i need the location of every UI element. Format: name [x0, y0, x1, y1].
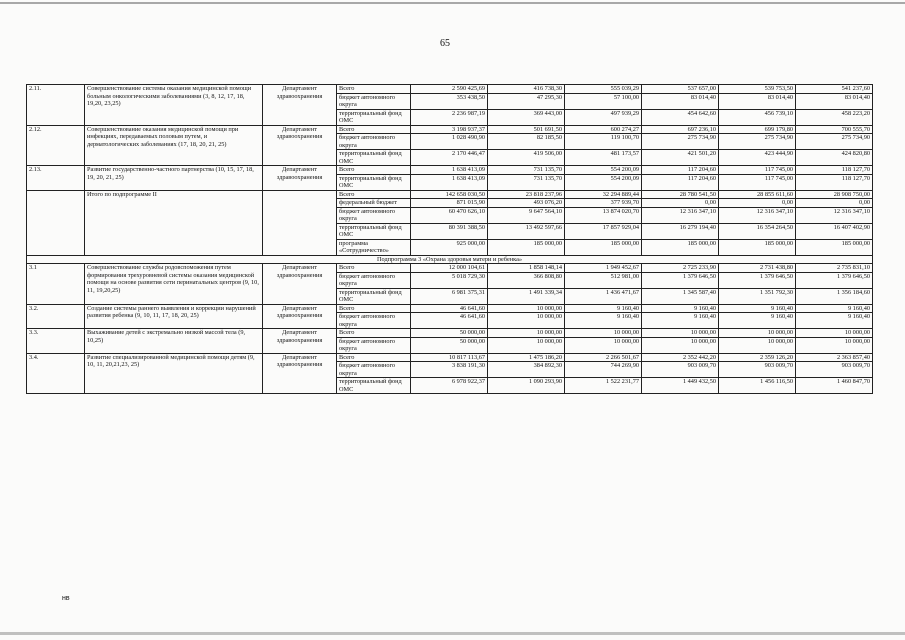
amount-year-2: 481 173,57 [565, 150, 642, 166]
funding-source: программа «Сотрудничество» [337, 239, 411, 255]
amount-year-1: 9 647 564,10 [488, 207, 565, 223]
amount-year-3: 28 780 541,50 [642, 190, 719, 199]
amount-year-1: 419 506,00 [488, 150, 565, 166]
amount-year-3: 275 734,90 [642, 134, 719, 150]
amount-year-4: 10 000,00 [719, 329, 796, 338]
amount-total: 60 470 626,10 [411, 207, 488, 223]
amount-year-3: 903 009,70 [642, 362, 719, 378]
amount-year-2: 9 160,40 [565, 304, 642, 313]
amount-year-5: 424 820,80 [796, 150, 873, 166]
amount-year-1: 501 691,50 [488, 125, 565, 134]
amount-year-5: 118 127,70 [796, 166, 873, 175]
amount-year-1: 23 818 237,96 [488, 190, 565, 199]
amount-year-2: 554 200,09 [565, 166, 642, 175]
measure-name: Развитие государственно-частного партнерства (10, 15, 17, 18, 19, 20, 21, 25) [85, 166, 263, 191]
amount-year-5: 700 555,70 [796, 125, 873, 134]
page-number: 65 [440, 38, 450, 49]
table-row [27, 353, 873, 362]
measure-code: 3.1 [27, 264, 85, 305]
amount-year-3: 117 204,60 [642, 166, 719, 175]
responsible-department: Департамент здравоохранения [263, 166, 337, 191]
amount-year-1: 416 738,30 [488, 85, 565, 94]
amount-year-4: 28 855 611,60 [719, 190, 796, 199]
scan-bottom-edge [0, 632, 905, 635]
budget-table [26, 84, 873, 394]
amount-total: 353 438,50 [411, 93, 488, 109]
amount-year-3: 697 236,10 [642, 125, 719, 134]
amount-year-4: 0,00 [719, 199, 796, 208]
amount-year-5: 1 356 184,60 [796, 288, 873, 304]
funding-source: Всего [337, 125, 411, 134]
amount-year-1: 366 808,80 [488, 272, 565, 288]
funding-source: бюджет автономного округа [337, 362, 411, 378]
funding-source: территориальный фонд ОМС [337, 109, 411, 125]
table-row [27, 85, 873, 94]
funding-source: Всего [337, 304, 411, 313]
amount-year-4: 9 160,40 [719, 304, 796, 313]
amount-year-3: 1 379 646,50 [642, 272, 719, 288]
amount-year-4: 1 351 792,30 [719, 288, 796, 304]
amount-year-3: 2 725 233,90 [642, 264, 719, 273]
subprogram-title: Подпрограмма 3 «Охрана здоровья матери и ребенка» [27, 255, 873, 264]
measure-code: 2.13. [27, 166, 85, 191]
table-row [27, 125, 873, 134]
measure-name: Совершенствование оказания медицинской помощи при инфекциях, передаваемых половым путем, и дерматологических заболеваниях (17, 18, 20, 21, 25) [85, 125, 263, 166]
amount-year-1: 731 135,70 [488, 174, 565, 190]
measure-code [27, 190, 85, 255]
footer-mark: нв [62, 595, 70, 602]
amount-year-4: 903 009,70 [719, 362, 796, 378]
amount-year-1: 10 000,00 [488, 329, 565, 338]
amount-year-5: 0,00 [796, 199, 873, 208]
amount-year-2: 555 039,29 [565, 85, 642, 94]
budget-table-body [27, 85, 873, 394]
amount-year-4: 12 316 347,10 [719, 207, 796, 223]
responsible-department: Департамент здравоохранения [263, 264, 337, 305]
amount-year-4: 83 014,40 [719, 93, 796, 109]
amount-year-5: 118 127,70 [796, 174, 873, 190]
funding-source: Всего [337, 190, 411, 199]
amount-total: 2 170 446,47 [411, 150, 488, 166]
amount-year-1: 10 000,00 [488, 313, 565, 329]
table-row [27, 264, 873, 273]
amount-year-3: 421 501,20 [642, 150, 719, 166]
amount-year-5: 83 014,40 [796, 93, 873, 109]
table-row [27, 329, 873, 338]
amount-year-2: 600 274,27 [565, 125, 642, 134]
amount-year-2: 2 266 501,67 [565, 353, 642, 362]
amount-year-5: 12 316 347,10 [796, 207, 873, 223]
amount-year-4: 9 160,40 [719, 313, 796, 329]
amount-year-3: 2 352 442,20 [642, 353, 719, 362]
amount-year-1: 384 892,30 [488, 362, 565, 378]
amount-total: 6 978 922,37 [411, 378, 488, 394]
measure-name: Развитие специализированной медицинской помощи детям (9, 10, 11, 20,21,23, 25) [85, 353, 263, 394]
funding-source: бюджет автономного округа [337, 337, 411, 353]
amount-year-1: 731 135,70 [488, 166, 565, 175]
measure-name: Совершенствование службы родовспоможения путем формирования трехуровневой системы оказания медицинской помощи на основе развития сети перинатальных центров (9, 10, 11, 19,20,25) [85, 264, 263, 305]
amount-year-2: 744 269,90 [565, 362, 642, 378]
amount-year-2: 57 100,00 [565, 93, 642, 109]
amount-year-1: 82 185,50 [488, 134, 565, 150]
amount-year-3: 0,00 [642, 199, 719, 208]
amount-total: 925 000,00 [411, 239, 488, 255]
amount-year-2: 1 436 471,67 [565, 288, 642, 304]
amount-year-2: 10 000,00 [565, 329, 642, 338]
measure-name: Совершенствование системы оказания медицинской помощи больным онкологическими заболеваниями (3, 8, 12, 17, 18, 19,20, 23,25) [85, 85, 263, 126]
amount-year-1: 1 858 148,14 [488, 264, 565, 273]
amount-year-2: 17 857 929,04 [565, 223, 642, 239]
amount-year-3: 10 000,00 [642, 329, 719, 338]
amount-total: 1 638 413,09 [411, 166, 488, 175]
measure-code: 2.12. [27, 125, 85, 166]
amount-total: 5 018 729,30 [411, 272, 488, 288]
amount-year-4: 423 444,90 [719, 150, 796, 166]
amount-total: 50 000,00 [411, 337, 488, 353]
amount-year-3: 117 204,60 [642, 174, 719, 190]
amount-year-5: 185 000,00 [796, 239, 873, 255]
amount-year-4: 10 000,00 [719, 337, 796, 353]
funding-source: федеральный бюджет [337, 199, 411, 208]
amount-year-5: 9 160,40 [796, 313, 873, 329]
amount-year-2: 497 939,29 [565, 109, 642, 125]
responsible-department: Департамент здравоохранения [263, 329, 337, 354]
amount-year-4: 2 359 126,20 [719, 353, 796, 362]
funding-source: Всего [337, 353, 411, 362]
amount-year-4: 117 745,00 [719, 166, 796, 175]
responsible-department [263, 190, 337, 255]
scan-top-edge [0, 2, 905, 4]
measure-code: 3.4. [27, 353, 85, 394]
amount-year-1: 47 295,30 [488, 93, 565, 109]
amount-year-2: 119 100,70 [565, 134, 642, 150]
amount-year-1: 369 443,00 [488, 109, 565, 125]
amount-year-4: 1 379 646,50 [719, 272, 796, 288]
amount-year-1: 185 000,00 [488, 239, 565, 255]
amount-year-5: 10 000,00 [796, 329, 873, 338]
amount-year-5: 1 460 847,70 [796, 378, 873, 394]
amount-year-5: 2 363 857,40 [796, 353, 873, 362]
amount-year-3: 1 449 432,50 [642, 378, 719, 394]
amount-year-5: 458 223,20 [796, 109, 873, 125]
table-row [27, 304, 873, 313]
amount-year-4: 456 739,10 [719, 109, 796, 125]
amount-year-1: 493 076,20 [488, 199, 565, 208]
amount-year-5: 16 407 402,90 [796, 223, 873, 239]
amount-total: 3 838 191,30 [411, 362, 488, 378]
amount-year-2: 554 200,09 [565, 174, 642, 190]
responsible-department: Департамент здравоохранения [263, 304, 337, 329]
table-row [27, 166, 873, 175]
amount-year-3: 537 657,00 [642, 85, 719, 94]
amount-year-4: 539 753,50 [719, 85, 796, 94]
measure-name: Создание системы раннего выявления и коррекции нарушений развития ребенка (9, 10, 11, 17, 18, 20, 25) [85, 304, 263, 329]
funding-source: территориальный фонд ОМС [337, 378, 411, 394]
amount-year-1: 1 475 186,20 [488, 353, 565, 362]
amount-year-2: 185 000,00 [565, 239, 642, 255]
amount-total: 80 391 388,50 [411, 223, 488, 239]
amount-year-5: 2 735 831,10 [796, 264, 873, 273]
amount-year-3: 10 000,00 [642, 337, 719, 353]
amount-year-2: 1 522 231,77 [565, 378, 642, 394]
amount-total: 142 658 030,50 [411, 190, 488, 199]
amount-year-4: 699 179,80 [719, 125, 796, 134]
amount-year-4: 1 456 116,50 [719, 378, 796, 394]
funding-source: Всего [337, 264, 411, 273]
amount-year-3: 16 279 194,40 [642, 223, 719, 239]
amount-year-2: 10 000,00 [565, 337, 642, 353]
amount-year-5: 541 237,60 [796, 85, 873, 94]
amount-total: 3 198 937,37 [411, 125, 488, 134]
funding-source: бюджет автономного округа [337, 207, 411, 223]
amount-year-5: 10 000,00 [796, 337, 873, 353]
measure-name: Выхаживание детей с экстремально низкой массой тела (9, 10,25) [85, 329, 263, 354]
amount-total: 1 028 490,90 [411, 134, 488, 150]
amount-year-2: 13 874 020,70 [565, 207, 642, 223]
amount-total: 46 641,60 [411, 313, 488, 329]
amount-year-1: 13 492 597,66 [488, 223, 565, 239]
measure-code: 3.3. [27, 329, 85, 354]
amount-year-4: 275 734,90 [719, 134, 796, 150]
funding-source: Всего [337, 166, 411, 175]
amount-year-3: 185 000,00 [642, 239, 719, 255]
amount-year-2: 377 939,70 [565, 199, 642, 208]
amount-year-5: 9 160,40 [796, 304, 873, 313]
amount-year-1: 10 000,00 [488, 337, 565, 353]
amount-year-5: 1 379 646,50 [796, 272, 873, 288]
amount-year-2: 32 294 889,44 [565, 190, 642, 199]
subprogram-header-row [27, 255, 873, 264]
table-row [27, 190, 873, 199]
amount-year-2: 1 949 452,67 [565, 264, 642, 273]
responsible-department: Департамент здравоохранения [263, 353, 337, 394]
amount-year-1: 1 491 339,34 [488, 288, 565, 304]
funding-source: территориальный фонд ОМС [337, 150, 411, 166]
funding-source: бюджет автономного округа [337, 313, 411, 329]
measure-code: 3.2. [27, 304, 85, 329]
amount-year-3: 1 345 587,40 [642, 288, 719, 304]
funding-source: бюджет автономного округа [337, 93, 411, 109]
amount-year-2: 9 160,40 [565, 313, 642, 329]
amount-year-3: 83 014,40 [642, 93, 719, 109]
amount-total: 46 641,60 [411, 304, 488, 313]
amount-total: 50 000,00 [411, 329, 488, 338]
funding-source: территориальный фонд ОМС [337, 223, 411, 239]
amount-year-4: 2 731 438,80 [719, 264, 796, 273]
amount-total: 1 638 413,09 [411, 174, 488, 190]
amount-year-4: 117 745,00 [719, 174, 796, 190]
amount-total: 12 000 104,61 [411, 264, 488, 273]
funding-source: Всего [337, 85, 411, 94]
amount-total: 2 236 987,19 [411, 109, 488, 125]
amount-year-2: 512 981,00 [565, 272, 642, 288]
amount-year-5: 903 009,70 [796, 362, 873, 378]
amount-year-3: 12 316 347,10 [642, 207, 719, 223]
amount-year-3: 454 642,60 [642, 109, 719, 125]
amount-year-3: 9 160,40 [642, 304, 719, 313]
amount-total: 2 590 425,69 [411, 85, 488, 94]
amount-total: 10 817 113,67 [411, 353, 488, 362]
measure-code: 2.11. [27, 85, 85, 126]
funding-source: бюджет автономного округа [337, 134, 411, 150]
amount-year-4: 16 354 264,50 [719, 223, 796, 239]
amount-year-3: 9 160,40 [642, 313, 719, 329]
amount-total: 871 015,90 [411, 199, 488, 208]
responsible-department: Департамент здравоохранения [263, 125, 337, 166]
amount-year-1: 10 000,00 [488, 304, 565, 313]
funding-source: территориальный фонд ОМС [337, 288, 411, 304]
amount-year-5: 28 908 750,00 [796, 190, 873, 199]
funding-source: территориальный фонд ОМС [337, 174, 411, 190]
amount-year-5: 275 734,90 [796, 134, 873, 150]
amount-year-4: 185 000,00 [719, 239, 796, 255]
funding-source: Всего [337, 329, 411, 338]
amount-total: 6 981 375,31 [411, 288, 488, 304]
funding-source: бюджет автономного округа [337, 272, 411, 288]
amount-year-1: 1 090 293,90 [488, 378, 565, 394]
responsible-department: Департамент здравоохранения [263, 85, 337, 126]
measure-name: Итого по подпрограмме II [85, 190, 263, 255]
